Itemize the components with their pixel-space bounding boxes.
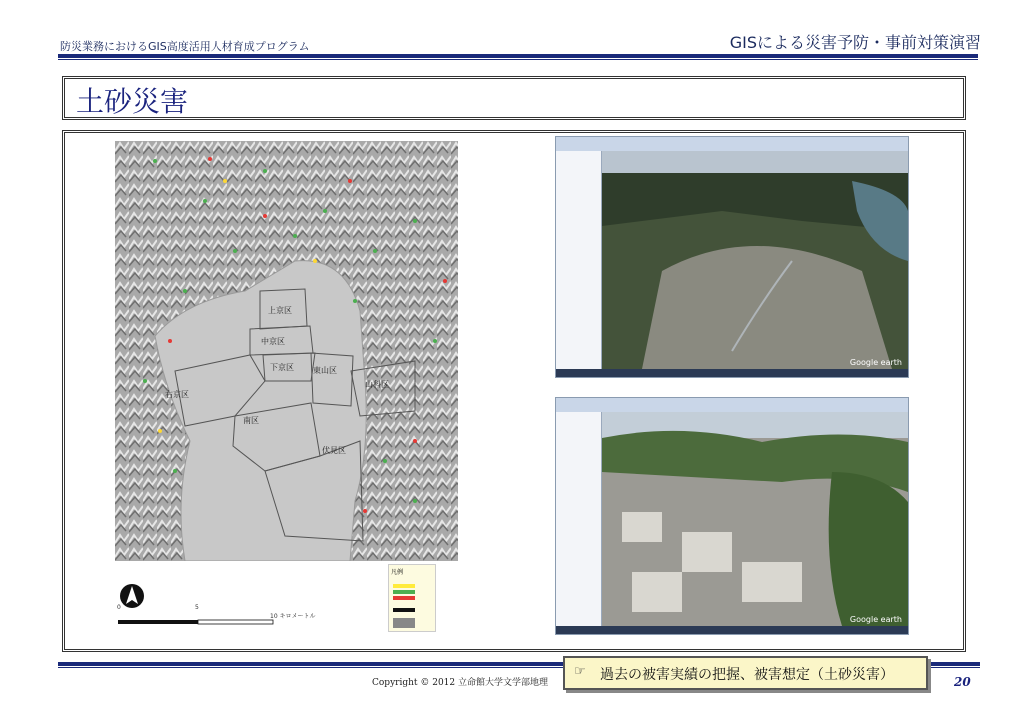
district-label: 南区 (243, 416, 259, 425)
scale-label: 10 キロメートル (270, 613, 316, 620)
taskbar (556, 626, 908, 634)
legend-title: 凡例 (391, 569, 404, 576)
district-label: 上京区 (268, 306, 292, 315)
landslide-hazard-map (115, 141, 458, 561)
app-toolbar (556, 398, 908, 413)
scale-bar (118, 612, 278, 622)
district-label: 山科区 (365, 380, 389, 389)
map-legend (388, 564, 436, 632)
page-number: 20 (954, 675, 971, 689)
district-label: 下京区 (270, 363, 294, 372)
footer-rule-right (930, 662, 980, 666)
slide-title: 土砂災害 (76, 85, 189, 118)
footer-rule-right-thin (930, 667, 980, 668)
header-rule-thin (58, 59, 978, 60)
aerial-view (602, 151, 908, 369)
course-title: GISによる災害予防・事前対策演習 (729, 33, 981, 52)
google-earth-screenshot-3d (555, 397, 909, 635)
layer-panel (556, 412, 602, 626)
app-toolbar (556, 137, 908, 152)
taskbar (556, 369, 908, 377)
district-label: 東山区 (313, 366, 337, 375)
district-label: 伏見区 (322, 446, 346, 455)
footer-rule (58, 662, 563, 666)
google-earth-logo: Google earth (849, 358, 902, 367)
header-rule (58, 54, 978, 58)
district-label: 中京区 (261, 337, 285, 346)
copyright-text: Copyright © 2012 立命館大学文学部地理 (372, 678, 548, 688)
pointing-hand-icon: ☞ (574, 664, 586, 679)
scale-label: 5 (195, 604, 199, 611)
district-label: 右京区 (165, 390, 189, 399)
layer-panel (556, 151, 602, 369)
footer-rule-thin (58, 667, 563, 668)
program-name: 防災業務におけるGIS高度活用人材育成プログラム (60, 40, 310, 53)
google-earth-screenshot-overview (555, 136, 909, 378)
scale-label: 0 (117, 604, 121, 611)
google-earth-logo: Google earth (849, 615, 902, 624)
aerial-view (602, 412, 908, 626)
title-frame (62, 76, 966, 120)
north-arrow-icon (118, 582, 146, 610)
callout-text: 過去の被害実績の把握、被害想定（土砂災害） (600, 667, 894, 683)
